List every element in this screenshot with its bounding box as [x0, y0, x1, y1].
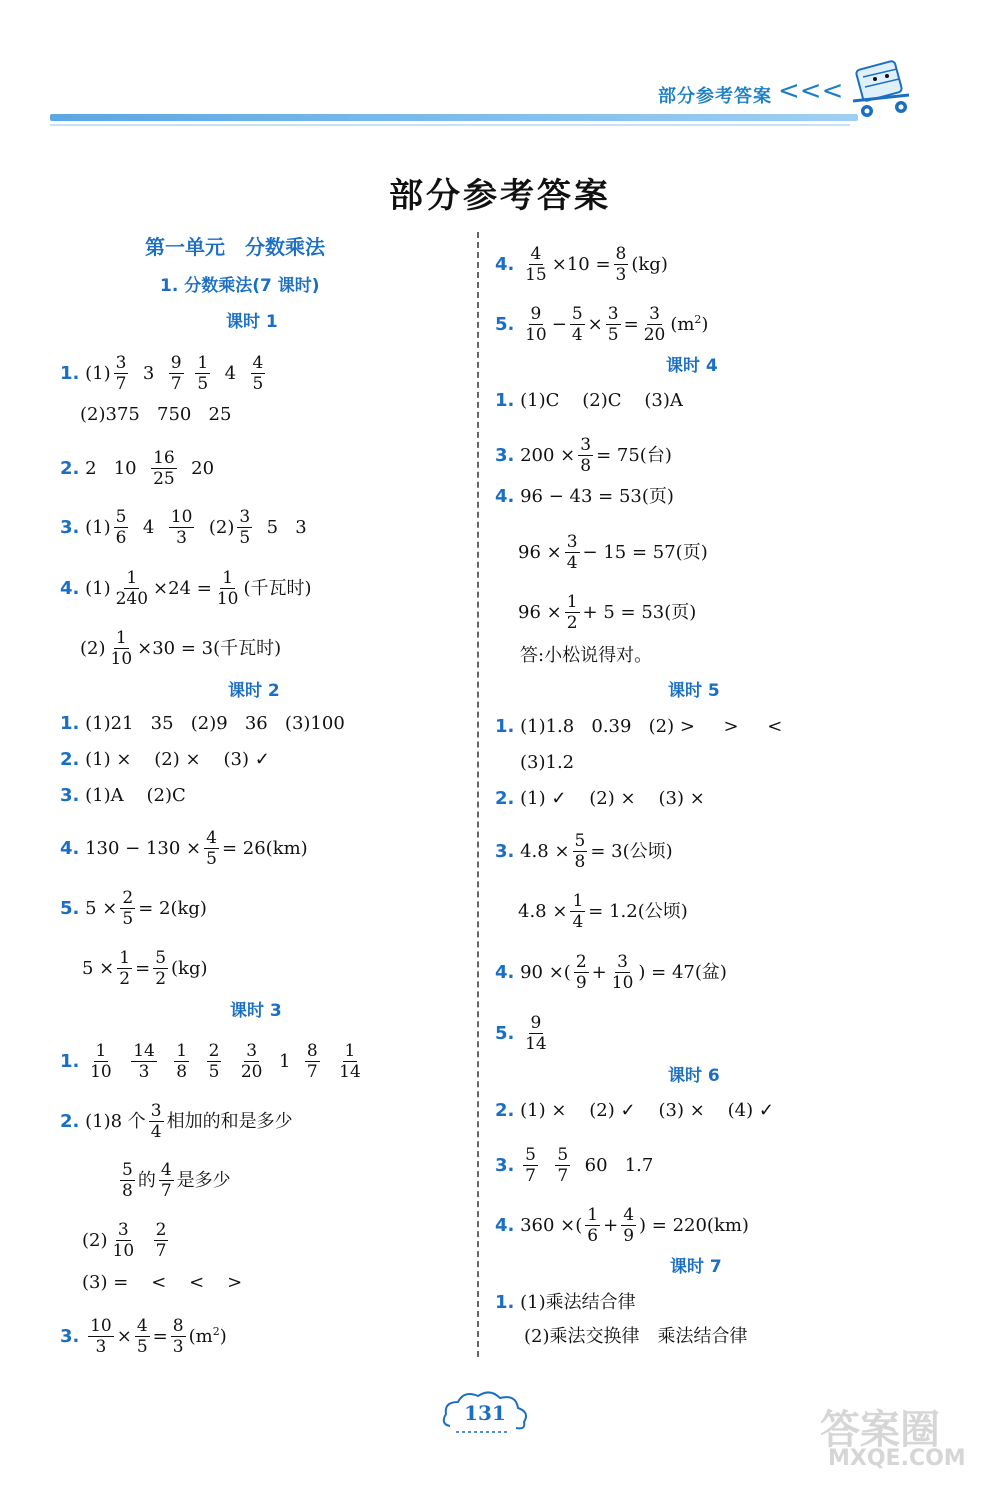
l6-q4: 4. 360 ×( $\frac{1}{6}$ + $\frac{4}{9}$ ) = 220(km) [495, 1205, 749, 1246]
l2-q3: 3. (1)A (2)C [60, 785, 186, 806]
header-arrows: <<< [778, 76, 844, 106]
l4-q4-line3: 96 × $\frac{1}{2}$ + 5 = 53(页) [518, 592, 697, 633]
unit-heading: 第一单元 分数乘法 [145, 235, 325, 259]
l2-q5-line1: 5. 5 × $\frac{2}{5}$ = 2(kg) [60, 888, 207, 929]
l4-q3: 3. 200 × $\frac{3}{8}$ = 75(台) [495, 435, 672, 476]
l2-q5-line2: 5 × $\frac{1}{2}$ = $\frac{5}{2}$ (kg) [82, 948, 208, 989]
section-heading: 1. 分数乘法(7 课时) [160, 276, 320, 296]
l7-q1-line1: 1. (1)乘法结合律 [495, 1292, 636, 1313]
l3-q5: 5. $\frac{9}{10}$ − $\frac{5}{4}$ × $\frac{3}{5}$ = $\frac{3}{20}$ $(m^2)$ [495, 304, 709, 345]
lesson-1-heading: 课时 1 [226, 312, 278, 332]
l5-q5: 5. $\frac{9}{14}$ [495, 1013, 547, 1054]
column-divider [477, 232, 479, 1357]
l5-q1-line1: 1. (1)1.8 0.39 (2) > > < [495, 716, 783, 737]
watermark-logo: 答案圈 [820, 1407, 940, 1453]
l3-q2-line4: (3) = < < > [82, 1272, 243, 1293]
l3-q1: 1. $\frac{1}{10}$ $\frac{14}{3}$ $\frac{1}{8}$ $\frac{2}{5}$ $\frac{3}{20}$ 1 $\frac{8}{7}$ $\frac{1}{14}$ [60, 1041, 361, 1082]
lesson-5-heading: 课时 5 [668, 681, 720, 701]
l1-q1-line1: 1. (1) $\frac{3}{7}$ 3 $\frac{9}{7}$ $\frac{1}{5}$ 4 $\frac{4}{5}$ [60, 353, 264, 394]
l2-q1: 1. (1)21 35 (2)9 36 (3)100 [60, 713, 345, 734]
l2-q4: 4. 130 − 130 × $\frac{4}{5}$ = 26(km) [60, 828, 308, 869]
l2-q2: 2. (1) × (2) × (3) ✓ [60, 749, 270, 770]
law-1: (1)乘法结合律 [520, 1292, 636, 1313]
l3-q2-line1: 2. (1)8 个 $\frac{3}{4}$ 相加的和是多少 [60, 1101, 293, 1142]
lesson-3-heading: 课时 3 [230, 1001, 282, 1021]
l6-q2: 2. (1) × (2) ✓ (3) × (4) ✓ [495, 1100, 774, 1121]
watermark-url: MXQE.COM [828, 1446, 966, 1471]
l5-q2: 2. (1) ✓ (2) × (3) × [495, 788, 705, 809]
l4-q4-answer: 答:小松说得对。 [520, 645, 653, 666]
l1-q2: 2. 2 10 $\frac{16}{25}$ 20 [60, 448, 215, 489]
l3-q2-line2: $\frac{5}{8}$ 的 $\frac{4}{7}$ 是多少 [122, 1160, 231, 1201]
l5-q1-line2: (3)1.2 [520, 752, 575, 773]
lesson-2-heading: 课时 2 [228, 681, 280, 701]
page-number-text: 131 [464, 1401, 506, 1425]
l7-q1-line2: (2)乘法交换律 乘法结合律 [524, 1326, 748, 1347]
lesson-4-heading: 课时 4 [666, 356, 718, 376]
l3-q3: 3. $\frac{10}{3}$ × $\frac{4}{5}$ = $\frac{8}{3}$ $(m^2)$ [60, 1316, 227, 1357]
lesson-7-heading: 课时 7 [670, 1257, 722, 1277]
l5-q4: 4. 90 ×( $\frac{2}{9}$ + $\frac{3}{10}$ ) = 47(盆) [495, 952, 727, 993]
l5-q3-line1: 3. 4.8 × $\frac{5}{8}$ = 3(公顷) [495, 831, 673, 872]
l6-q3: 3. $\frac{5}{7}$ $\frac{5}{7}$ 60 1.7 [495, 1145, 654, 1186]
page-number [440, 1388, 530, 1436]
l4-q1: 1. (1)C (2)C (3)A [495, 390, 683, 411]
l1-q3: 3. (1) $\frac{5}{6}$ 4 $\frac{10}{3}$ (2) $\frac{3}{5}$ 5 3 [60, 507, 307, 548]
l3-q2-line3: (2) $\frac{3}{10}$ $\frac{2}{7}$ [82, 1220, 167, 1261]
l1-q1-line2: (2)375 750 25 [80, 404, 232, 425]
header-section-title: 部分参考答案 [658, 86, 772, 107]
header-bar-line [50, 124, 850, 126]
l1-q4-line1: 4. (1) $\frac{1}{240}$ ×24 = $\frac{1}{10}$ (千瓦时) [60, 568, 312, 609]
l4-q4-line2: 96 × $\frac{3}{4}$ − 15 = 57(页) [518, 532, 708, 573]
l4-q4-line1: 4. 96 − 43 = 53(页) [495, 486, 674, 507]
lesson-6-heading: 课时 6 [668, 1066, 720, 1086]
cart-mascot-icon [845, 55, 925, 125]
header-bar [50, 114, 858, 121]
l5-q3-line2: 4.8 × $\frac{1}{4}$ = 1.2(公顷) [518, 891, 688, 932]
page-title: 部分参考答案 [389, 176, 611, 216]
l1-q4-line2: (2) $\frac{1}{10}$ ×30 = 3(千瓦时) [80, 628, 282, 669]
l3-q4: 4. $\frac{4}{15}$ ×10 = $\frac{8}{3}$ (kg) [495, 244, 668, 285]
